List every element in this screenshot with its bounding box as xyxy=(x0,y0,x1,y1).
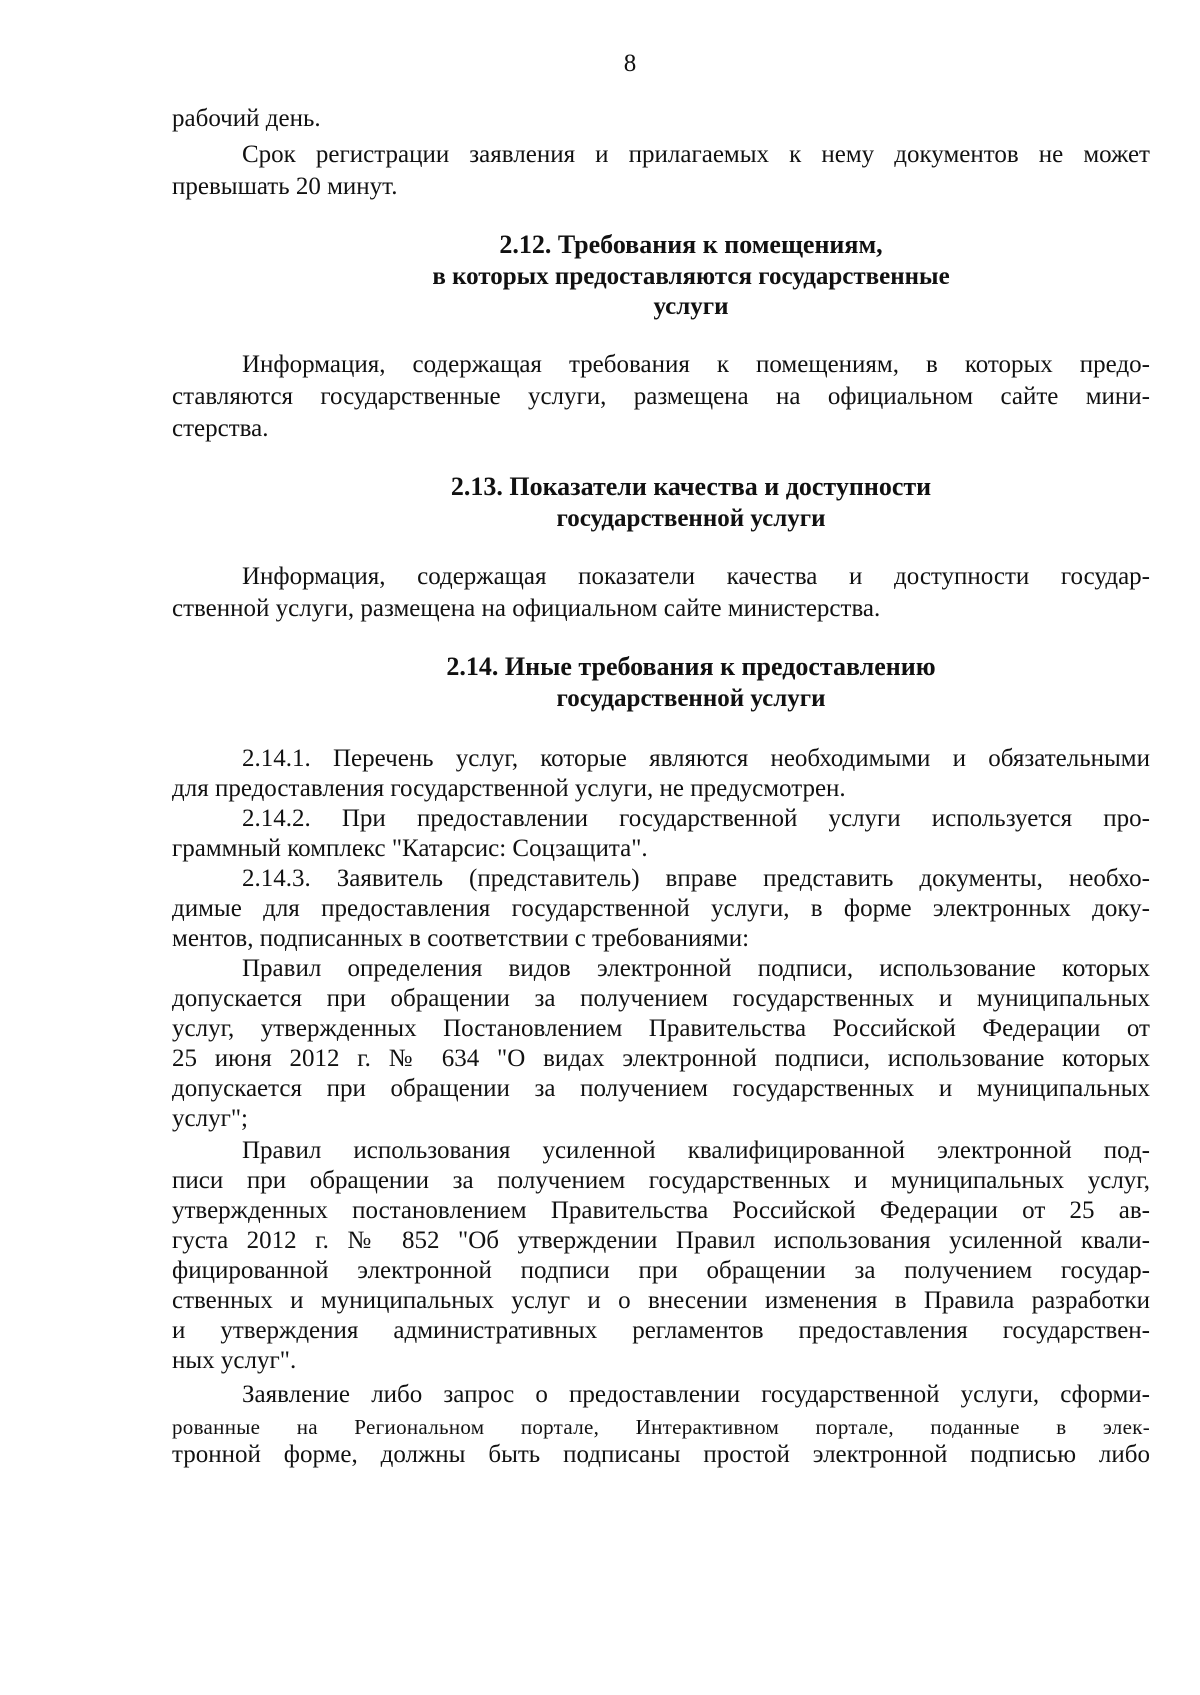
text-line: утвержденных постановлением Правительства Российской Федерации от 25 ав- xyxy=(172,1197,1150,1224)
text-line: ставляются государственные услуги, размещена на официальном сайте мини- xyxy=(172,383,1150,410)
text-line: и утверждения административных регламентов предоставления государствен- xyxy=(172,1317,1150,1344)
section-heading: государственной услуги xyxy=(556,505,826,532)
text-line: услуг, утвержденных Постановлением Правительства Российской Федерации от xyxy=(172,1015,1150,1042)
text-line: тронной форме, должны быть подписаны простой электронной подписью либо xyxy=(172,1441,1150,1468)
text-line: Информация, содержащая требования к помещениям, в которых предо- xyxy=(242,351,1150,378)
text-line: Информация, содержащая показатели качества и доступности государ- xyxy=(242,563,1150,590)
page-number: 8 xyxy=(623,50,637,77)
text-line: граммный комплекс "Катарсис: Соцзащита". xyxy=(172,835,648,862)
text-line: Правил определения видов электронной подписи, использование которых xyxy=(242,955,1150,982)
text-line: ментов, подписанных в соответствии с требованиями: xyxy=(172,925,750,952)
text-line: услуг"; xyxy=(172,1105,248,1132)
text-line: ных услуг". xyxy=(172,1347,297,1374)
text-line: димые для предоставления государственной услуги, в форме электронных доку- xyxy=(172,895,1150,922)
text-line: ственной услуги, размещена на официальном сайте министерства. xyxy=(172,595,881,622)
text-line: стерства. xyxy=(172,415,269,442)
text-line: рованные на Региональном портале, Интерактивном портале, поданные в элек- xyxy=(172,1415,1150,1439)
text-line: фицированной электронной подписи при обращении за получением государ- xyxy=(172,1257,1150,1284)
section-heading: 2.13. Показатели качества и доступности xyxy=(450,472,932,501)
section-heading: услуги xyxy=(653,293,729,320)
text-line: превышать 20 минут. xyxy=(172,173,398,200)
section-heading: государственной услуги xyxy=(556,685,826,712)
text-line: Правил использования усиленной квалифицированной электронной под- xyxy=(242,1137,1150,1164)
text-line: 2.14.3. Заявитель (представитель) вправе представить документы, необхо- xyxy=(242,865,1150,892)
text-line: писи при обращении за получением государственных и муниципальных услуг, xyxy=(172,1167,1150,1194)
text-line: густа 2012 г. № 852 "Об утверждении Правил использования усиленной квали- xyxy=(172,1227,1150,1254)
section-heading: в которых предоставляются государственные xyxy=(432,263,950,290)
text-line: допускается при обращении за получением государственных и муниципальных xyxy=(172,985,1150,1012)
text-line: Заявление либо запрос о предоставлении государственной услуги, сформи- xyxy=(242,1381,1150,1408)
text-line: 2.14.1. Перечень услуг, которые являются необходимыми и обязательными xyxy=(242,745,1150,772)
text-line: допускается при обращении за получением государственных и муниципальных xyxy=(172,1075,1150,1102)
section-heading: 2.12. Требования к помещениям, xyxy=(499,230,883,259)
text-line: ственных и муниципальных услуг и о внесении изменения в Правила разработки xyxy=(172,1287,1150,1314)
text-line: 25 июня 2012 г. № 634 "О видах электронной подписи, использование которых xyxy=(172,1045,1150,1072)
text-line: для предоставления государственной услуги, не предусмотрен. xyxy=(172,775,846,802)
section-heading: 2.14. Иные требования к предоставлению xyxy=(446,652,936,681)
text-line: Срок регистрации заявления и прилагаемых к нему документов не может xyxy=(242,141,1150,168)
text-line: рабочий день. xyxy=(172,105,321,132)
text-line: 2.14.2. При предоставлении государственной услуги используется про- xyxy=(242,805,1150,832)
